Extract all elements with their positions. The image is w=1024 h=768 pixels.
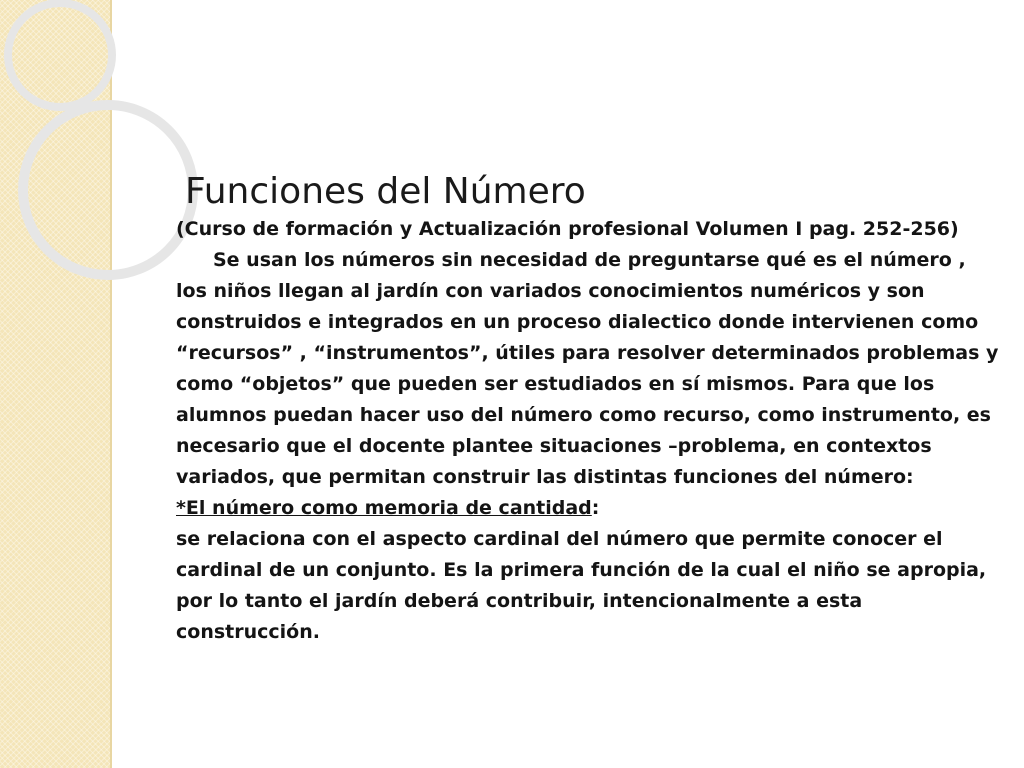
slide-body xyxy=(176,214,1001,648)
slide-title: Funciones del Número xyxy=(185,171,586,212)
upper-ring xyxy=(8,3,112,107)
main-paragraph: Se usan los números sin necesidad de preguntarse qué es el número , los niños llegan al jardín con variados conocimientos numéricos y son construidos e integrados en un proceso dialectico donde intervienen como “recursos” , “instrumentos”, útiles para resolver determinados problemas y como “objetos” que pueden ser estudiados en sí mismos. Para que los alumnos puedan hacer uso del número como recurso, como instrumento, es necesario que el docente plantee situaciones –problema, en contextos variados, que permitan construir las distintas funciones del número: xyxy=(176,249,999,488)
closing-paragraph: se relaciona con el aspecto cardinal del número que permite conocer el cardinal de un conjunto. Es la primera función de la cual el niño se apropia, por lo tanto el jardín deberá contribuir, intencionalmente a esta construcción. xyxy=(176,528,987,643)
lower-ring xyxy=(23,105,193,275)
subheading-colon: : xyxy=(591,497,600,519)
decorative-rings xyxy=(0,0,200,300)
subheading: *El número como memoria de cantidad xyxy=(176,497,592,519)
source-reference: (Curso de formación y Actualización profesional Volumen I pag. 252-256) xyxy=(176,218,959,240)
subheading-line xyxy=(176,493,1001,524)
